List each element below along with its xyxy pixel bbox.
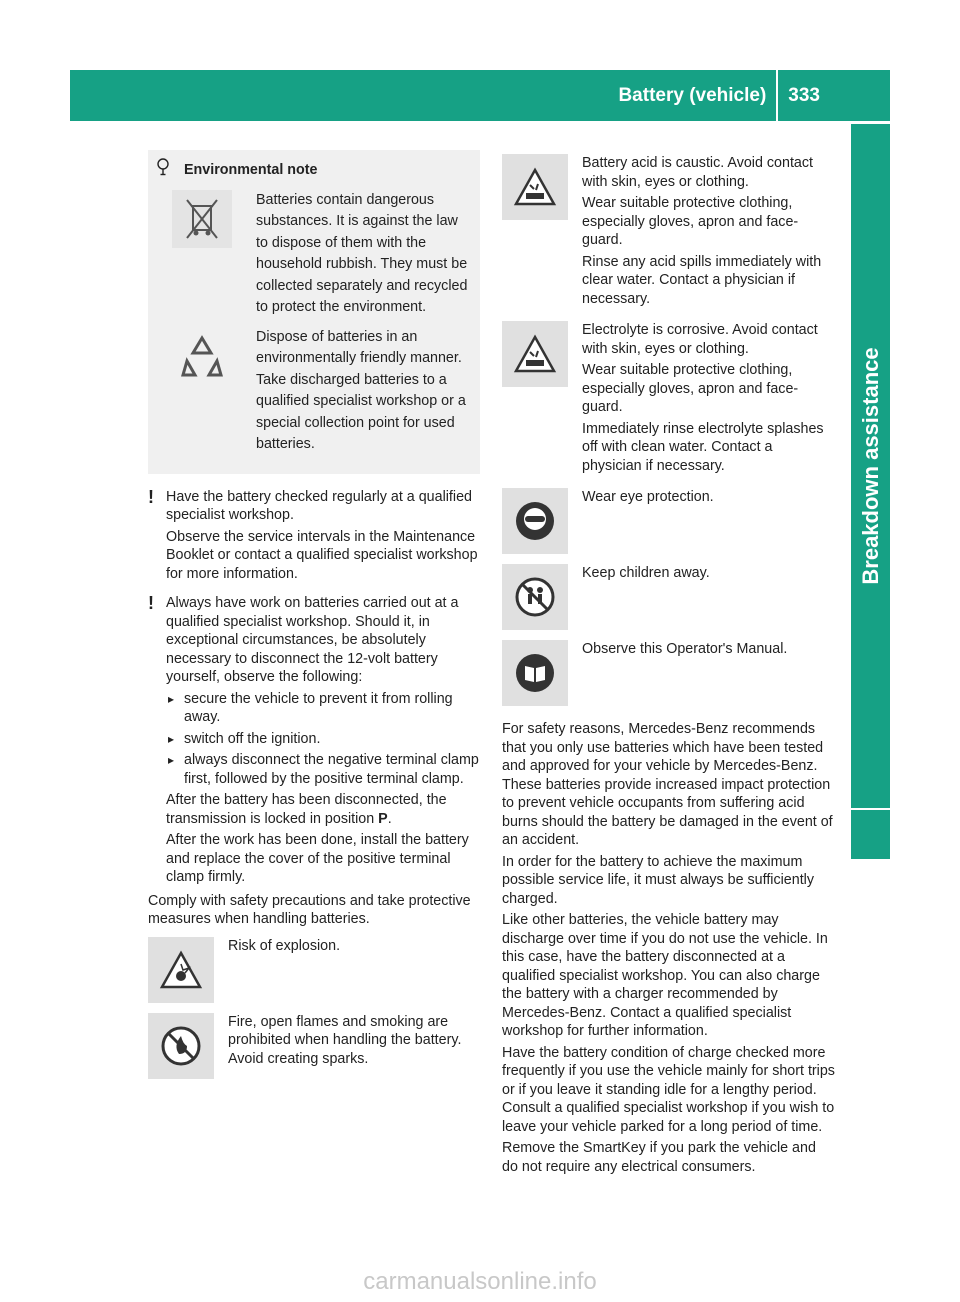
warning-block [148,594,480,890]
symbol-text: Battery acid is caustic. Avoid contact with skin, eyes or clothing. [582,155,813,190]
exclamation-icon: ! [148,486,154,507]
symbol-text: Electrolyte is corrosive. Avoid contact with skin, eyes or clothing. [582,322,818,357]
warning-block [148,488,480,587]
right-column [502,150,835,1179]
no-open-flame-icon [148,1013,214,1079]
section-title: Battery (vehicle) [618,85,767,106]
warning-text: After the work has been done, install the battery and replace the cover of the positive terminal clamp firmly. [166,832,469,885]
symbol-row [502,488,835,554]
exclamation-icon: ! [148,593,154,613]
env-item [156,327,472,456]
page-number: 333 [788,85,820,106]
lightbulb-icon [156,158,184,182]
body-text: Comply with safety precautions and take protective measures when handling batteries. [148,892,471,927]
header-bar [70,70,890,121]
read-manual-icon [502,640,568,706]
warning-text: Always have work on batteries carried out at a qualified specialist workshop. Should it, in exceptional circumstances, be absolutely necessary to disconnect the 12-volt battery yourself, observe the following: [166,595,459,685]
symbol-row [148,1013,480,1079]
symbol-row [148,937,480,1003]
body-text: Have the battery condition of charge checked more frequently if you use the vehicle mainly for short trips or if you leave it standing idle for a lengthy period. Consult a qualified specialist workshop if you wish to leave your vehicle parked for a long period of time. [502,1044,835,1135]
symbol-row [502,154,835,311]
corrosive-warning-icon [502,154,568,220]
eye-protection-icon [502,488,568,554]
left-column [148,150,480,1079]
keep-children-away-icon [502,564,568,630]
body-text: Like other batteries, the vehicle battery may discharge over time if you do not use the vehicle. In this case, have the battery disconnected at a qualified specialist workshop. You can also charge the battery with a charger recommended by Mercedes-Benz. Contact a qualified specialist workshop for further information. [502,912,828,1039]
symbol-text: Wear suitable protective clothing, especially gloves, apron and face-guard. [582,362,799,415]
symbol-text: Fire, open flames and smoking are prohibited when handling the battery. Avoid creating sparks. [228,1013,462,1067]
body-text: In order for the battery to achieve the maximum possible service life, it must always be sufficiently charged. [502,853,815,907]
side-tab-label: Breakdown assistance [857,347,883,585]
text-fragment: . [387,810,392,827]
corrosive-warning-icon [502,321,568,387]
env-item-text: Batteries contain dangerous substances. It is against the law to dispose of them with the household rubbish. They must be collected separately and recycled to protect the environment. [256,191,468,315]
crossed-bin-icon [172,190,232,248]
recycle-icon [172,327,232,385]
list-item: ▸ switch off the ignition. [166,730,480,749]
env-item-text: Dispose of batteries in an environmentally friendly manner. Take discharged batteries to a qualified specialist workshop or a special collection point for used batteries. [256,328,466,452]
title-separator [776,70,778,121]
body-text: Remove the SmartKey if you park the vehicle and do not require any electrical consumers. [502,1140,816,1175]
symbol-row [502,564,835,630]
side-tab-marker [851,810,890,859]
header-title-block [618,70,820,121]
environmental-note-box [148,150,480,474]
symbol-text: Keep children away. [582,565,710,581]
right-body [502,720,835,1176]
environmental-note-heading [156,158,472,182]
symbol-text: Risk of explosion. [228,937,341,954]
warning-text: Have the battery checked regularly at a qualified specialist workshop. [166,488,472,523]
symbol-text: Wear eye protection. [582,489,714,505]
symbol-text: Observe this Operator's Manual. [582,641,788,657]
symbol-row [502,321,835,478]
text-fragment: After the battery has been disconnected, the transmission is locked in position [166,792,447,827]
warning-bullet-list [166,690,480,789]
warning-text: Observe the service intervals in the Maintenance Booklet or contact a qualified specialist workshop for more information. [166,528,478,582]
explosion-warning-icon [148,937,214,1003]
env-item [156,190,472,319]
list-item: ▸ always disconnect the negative terminal clamp first, followed by the positive terminal clamp. [166,751,480,788]
symbol-text: Rinse any acid spills immediately with clear water. Contact a physician if necessary. [582,253,822,307]
warning-text [166,791,480,828]
symbol-row [502,640,835,706]
list-item: ▸ secure the vehicle to prevent it from rolling away. [166,690,480,727]
side-tab [851,124,890,808]
symbol-text: Wear suitable protective clothing, especially gloves, apron and face-guard. [582,195,799,248]
symbol-text: Immediately rinse electrolyte splashes off with clean water. Contact a physician if necessary. [582,420,824,474]
watermark: carmanualsonline.info [363,1268,597,1295]
body-text: For safety reasons, Mercedes-Benz recommends that you only use batteries which have been tested and approved for your vehicle by Mercedes-Benz. These batteries provide increased impact protection to prevent vehicle occupants from suffering acid burns should the battery be damaged in the event of an accident. [502,721,833,848]
env-heading-text: Environmental note [184,161,318,178]
position-label: P [378,810,388,827]
